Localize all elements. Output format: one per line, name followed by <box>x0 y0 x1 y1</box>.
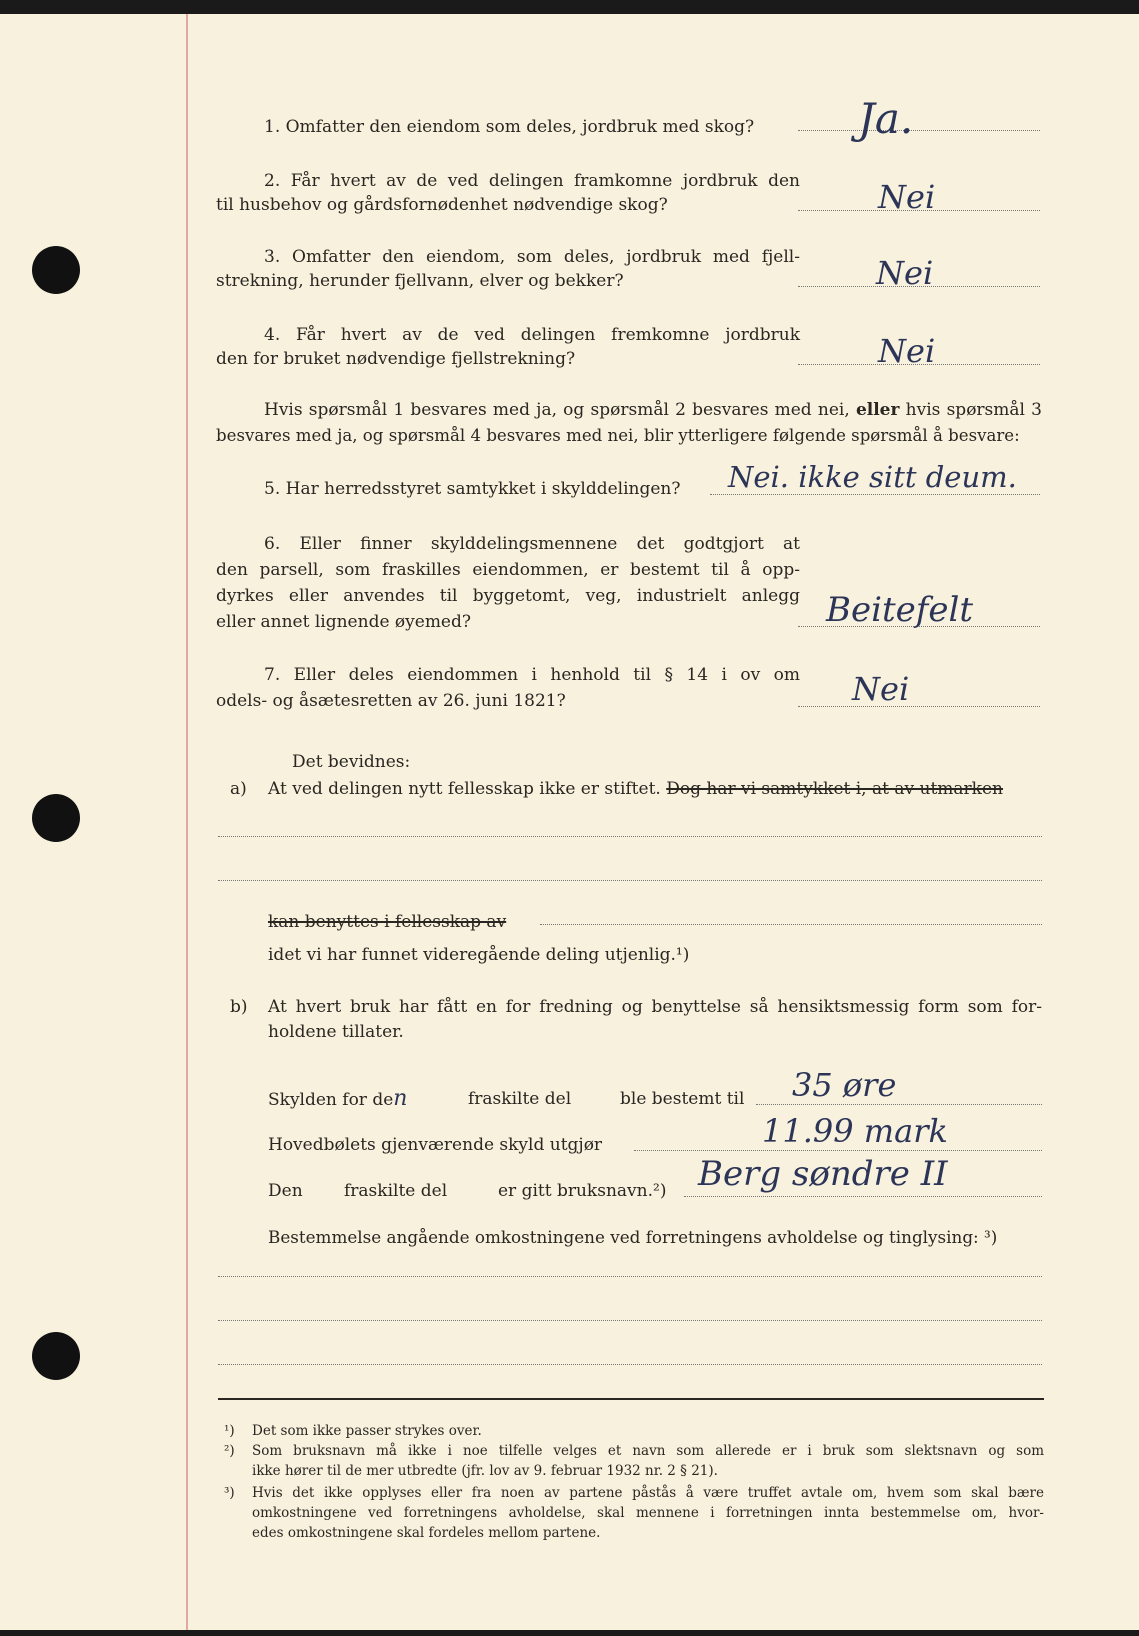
blank-line-3 <box>540 924 1042 925</box>
footnote-rule <box>218 1398 1044 1400</box>
blank-line-6 <box>218 1364 1042 1365</box>
question-4-line-2: den for bruket nødvendige fjellstrekning? <box>216 349 576 369</box>
answer-2: Nei <box>878 178 936 216</box>
attest-intro: Det bevidnes: <box>292 752 411 772</box>
document-page <box>0 14 1139 1630</box>
skyld-answer-line-2 <box>634 1150 1042 1151</box>
footnote-3-line-1: Hvis det ikke opplyses eller fra noen av partene påstås å være truffet avtale om, hvem som skal bære <box>252 1485 1044 1501</box>
question-4-line-1: 4. Får hvert av de ved delingen fremkomne jordbruk <box>264 325 800 345</box>
skyld-line-3-a: Den <box>268 1181 303 1201</box>
question-3-line-2: strekning, herunder fjellvann, elver og bekker? <box>216 271 624 291</box>
answer-3: Nei <box>876 254 934 292</box>
answer-4: Nei <box>878 332 936 370</box>
blank-line-1 <box>218 836 1042 837</box>
punch-hole-3 <box>32 1332 80 1380</box>
footnote-2-line-2: ikke hører til de mer utbredte (jfr. lov av 9. februar 1932 nr. 2 § 21). <box>252 1463 718 1479</box>
answer-line-7 <box>798 706 1040 707</box>
answer-line-1 <box>798 130 1040 131</box>
skyld-line-1: Skylden for den <box>268 1086 408 1111</box>
question-2-line-2: til husbehov og gårdsfornødenhet nødvendige skog? <box>216 195 668 215</box>
answer-7: Nei <box>852 670 910 708</box>
attest-a-struck: Dog har vi samtykket i, at av utmarken <box>666 779 1003 799</box>
footnote-2-mark: ²) <box>224 1443 235 1459</box>
attest-a-struck-2: kan benyttes i fellesskap av <box>268 912 507 932</box>
question-2-line-1: 2. Får hvert av de ved delingen framkomne jordbruk den <box>264 171 800 191</box>
question-6-line-3: dyrkes eller anvendes til byggetomt, veg, industrielt anlegg <box>216 586 800 606</box>
question-7-line-2: odels- og åsætesretten av 26. juni 1821? <box>216 691 566 711</box>
question-6-line-1: 6. Eller finner skylddelingsmennene det godtgjort at <box>264 534 800 554</box>
condition-line-1: Hvis spørsmål 1 besvares med ja, og spørsmål 2 besvares med nei, eller hvis spørsmål 3 <box>264 400 1042 420</box>
skyld-line-3-c: er gitt bruksnavn.²) <box>498 1181 667 1201</box>
answer-1: Ja. <box>858 94 914 143</box>
skyld-line-1-part-c: ble bestemt til <box>620 1089 745 1109</box>
attest-a-text: At ved delingen nytt fellesskap ikke er stiftet. Dog har vi samtykket i, at av utmarken <box>268 779 1003 799</box>
question-6-line-2: den parsell, som fraskilles eiendommen, er bestemt til å opp- <box>216 560 800 580</box>
attest-a-label: a) <box>230 779 247 799</box>
skyld-value-1: 35 øre <box>792 1066 897 1104</box>
blank-line-4 <box>218 1276 1042 1277</box>
skyld-line-1-part-b: fraskilte del <box>468 1089 572 1109</box>
question-1: 1. Omfatter den eiendom som deles, jordbruk med skog? <box>264 117 755 137</box>
punch-hole-2 <box>32 794 80 842</box>
question-5: 5. Har herredsstyret samtykket i skylddelingen? <box>264 479 681 499</box>
answer-5: Nei. ikke sitt deum. <box>728 460 1017 494</box>
skyld-line-2: Hovedbølets gjenværende skyld utgjør <box>268 1135 603 1155</box>
skyld-answer-line-1 <box>756 1104 1042 1105</box>
footnote-3-mark: ³) <box>224 1485 235 1501</box>
blank-line-2 <box>218 880 1042 881</box>
skyld-value-2: 11.99 mark <box>762 1112 948 1150</box>
skyld-line-3-b: fraskilte del <box>344 1181 448 1201</box>
question-3-line-1: 3. Omfatter den eiendom, som deles, jordbruk med fjell- <box>264 247 800 267</box>
attest-a-continued: idet vi har funnet videregående deling utjenlig.¹) <box>268 945 690 965</box>
question-7-line-1: 7. Eller deles eiendommen i henhold til § 14 i ov om <box>264 665 800 685</box>
question-6-line-4: eller annet lignende øyemed? <box>216 612 471 632</box>
condition-line-2: besvares med ja, og spørsmål 4 besvares med nei, blir ytterligere følgende spørsmål å besvare: <box>216 426 1020 445</box>
footnote-3-line-3: edes omkostningene skal fordeles mellom partene. <box>252 1525 601 1541</box>
blank-line-5 <box>218 1320 1042 1321</box>
attest-b-line-2: holdene tillater. <box>268 1022 404 1042</box>
footnote-3-line-2: omkostningene ved forretningens avholdelse, skal mennene i forretningen innta bestemmelse om, hvor- <box>252 1505 1044 1521</box>
punch-hole-1 <box>32 246 80 294</box>
attest-b-line-1: At hvert bruk har fått en for fredning og benyttelse så hensiktsmessig form som for- <box>268 997 1042 1017</box>
footnote-1-mark: ¹) <box>224 1423 235 1439</box>
answer-line-5 <box>710 494 1040 495</box>
skyld-answer-line-3 <box>684 1196 1042 1197</box>
attest-b-label: b) <box>230 997 248 1017</box>
skyld-line-4: Bestemmelse angående omkostningene ved forretningens avholdelse og tinglysing: ³) <box>268 1227 998 1247</box>
answer-6: Beitefelt <box>826 590 974 630</box>
footnote-2-line-1: Som bruksnavn må ikke i noe tilfelle velges et navn som allerede er i bruk som slektsnavn og som <box>252 1443 1044 1459</box>
skyld-value-3: Berg søndre II <box>698 1154 948 1194</box>
footnote-1: Det som ikke passer strykes over. <box>252 1423 482 1439</box>
margin-line <box>186 14 188 1630</box>
